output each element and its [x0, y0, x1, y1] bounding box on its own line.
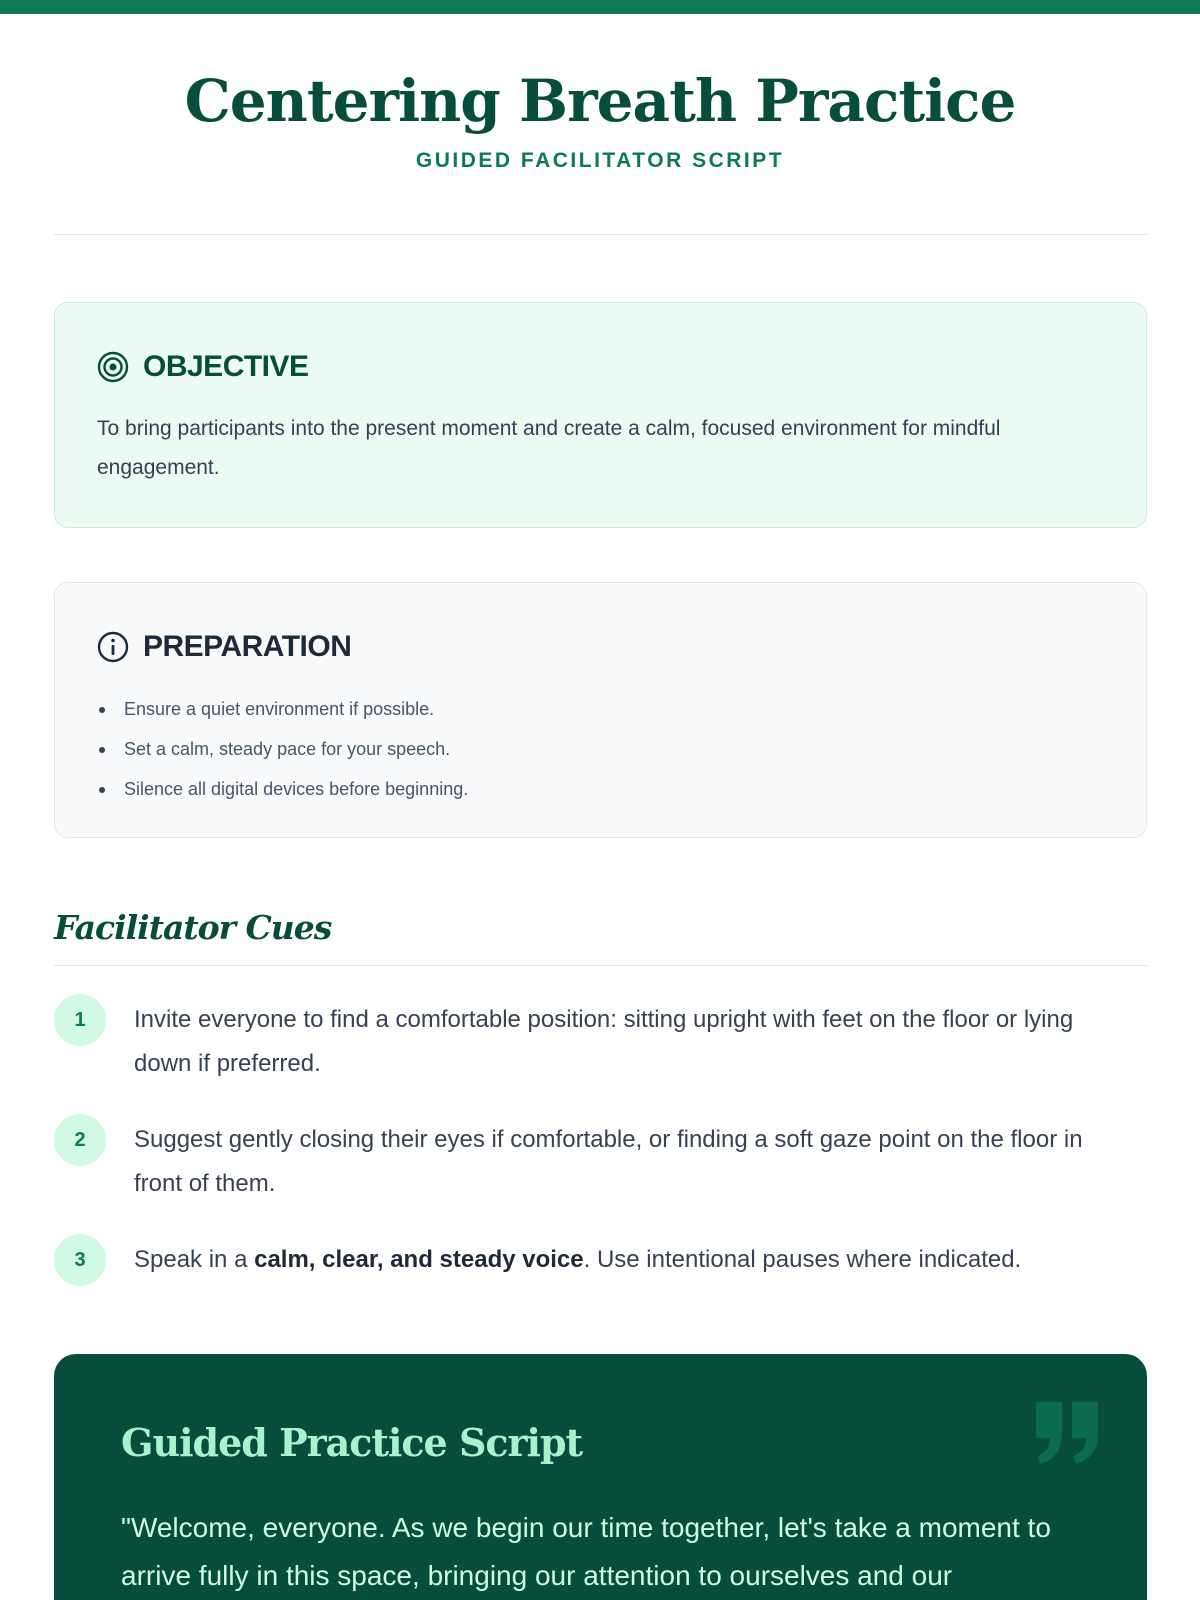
- document-header: [0, 68, 1200, 173]
- preparation-heading: PREPARATION: [143, 630, 352, 663]
- cue-number-badge: 3: [54, 1234, 106, 1286]
- cue-text-emphasis: calm, clear, and steady voice: [254, 1246, 584, 1273]
- preparation-list: [97, 689, 468, 809]
- cue-text-tail: . Use intentional pauses where indicated.: [583, 1246, 1022, 1273]
- header-divider: [54, 234, 1147, 235]
- script-heading: Guided Practice Script: [121, 1420, 583, 1465]
- preparation-header: [97, 627, 351, 667]
- preparation-item: Ensure a quiet environment if possible.: [97, 689, 468, 729]
- info-icon: [97, 631, 129, 663]
- preparation-item: Set a calm, steady pace for your speech.: [97, 729, 468, 769]
- quote-icon: [1032, 1398, 1102, 1468]
- objective-heading: OBJECTIVE: [143, 350, 309, 383]
- objective-card: [54, 302, 1147, 528]
- objective-text: To bring participants into the present moment and create a calm, focused environment for mindful engagement.: [97, 417, 1001, 479]
- cue-number-badge: 1: [54, 994, 106, 1046]
- cues-divider: [54, 965, 1147, 966]
- cue-text: Suggest gently closing their eyes if comfortable, or finding a soft gaze point on the floor in front of them.: [134, 1126, 1083, 1197]
- objective-header: [97, 347, 309, 387]
- cue-text-lead: Speak in a: [134, 1246, 255, 1273]
- cue-text: [134, 1238, 1134, 1282]
- cue-number-badge: 2: [54, 1114, 106, 1166]
- script-text: "Welcome, everyone. As we begin our time together, let's take a moment to arrive fully in this space, bringing our attention to ourselves and our: [121, 1512, 1051, 1591]
- top-accent-bar: [0, 0, 1200, 14]
- page-subtitle: GUIDED FACILITATOR SCRIPT: [415, 148, 785, 172]
- page-title: Centering Breath Practice: [184, 67, 1016, 135]
- cue-text: Invite everyone to find a comfortable position: sitting upright with feet on the floor or lying down if preferred.: [134, 1006, 1074, 1077]
- preparation-card: [54, 582, 1147, 838]
- script-card: [54, 1354, 1147, 1600]
- cues-heading: Facilitator Cues: [54, 908, 332, 947]
- preparation-item: Silence all digital devices before beginning.: [97, 769, 468, 809]
- target-icon: [97, 351, 129, 383]
